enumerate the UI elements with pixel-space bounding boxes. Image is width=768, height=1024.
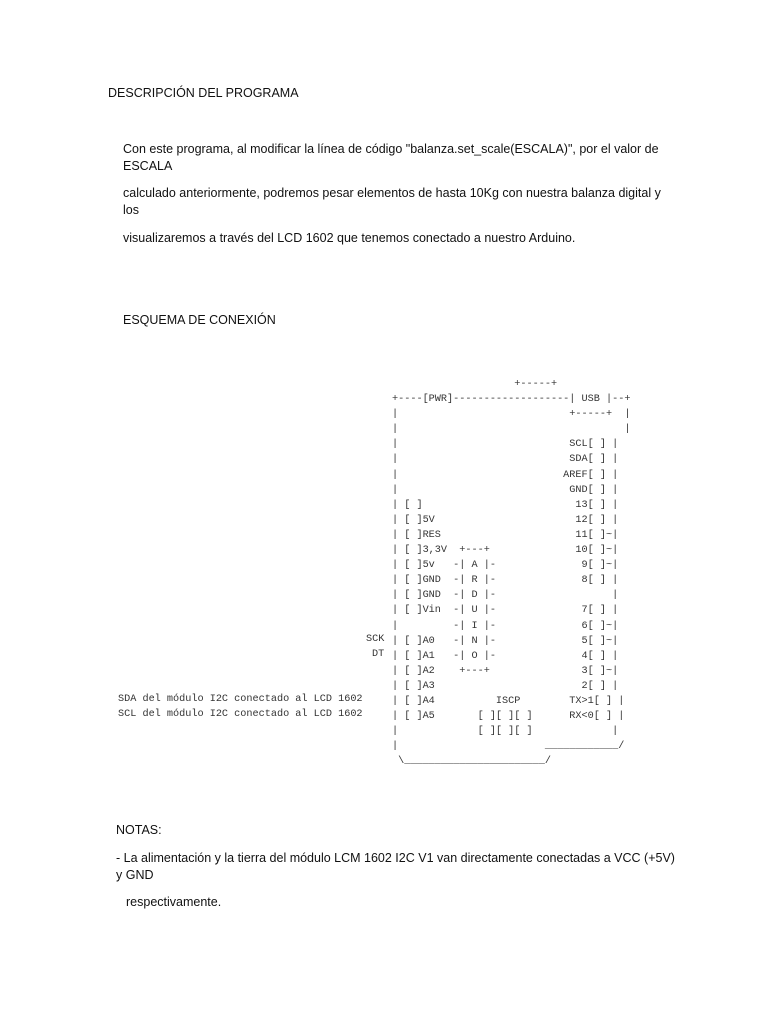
sck-label: SCK <box>366 634 385 645</box>
dt-label: DT <box>372 649 385 660</box>
section-title: ESQUEMA DE CONEXIÓN <box>123 313 276 327</box>
note-line-2: respectivamente. <box>126 895 222 909</box>
note-line-1: - La alimentación y la tierra del módulo LCM 1602 I2C V1 van directamente conectadas a VCC (+5V) y GND <box>116 851 675 882</box>
description-paragraph-2: calculado anteriormente, podremos pesar elementos de hasta 10Kg con nuestra balanza digital y los <box>123 186 661 217</box>
arduino-ascii-schematic: +-----+ +----[PWR]-------------------| USB |--+ | +-----+ | | | | SCL[ ] | | SDA[ ] | | AREF[ ] | | GND[ ] | | [ ] 13[ ] | | [ ]5V 12[ ] | | [ ]RES 11[ ]~| | [ ]3,3V +---+ 10[ ]~| | [ ]5v -| A |- 9[ ]~| | [ ]GND -| R |- 8[ ] | | [ ]GND -| D |- | | [ ]Vin -| U |- 7[ ] | | -| I |- 6[ ]~| | [ ]A0 -| N |- 5[ ]~| | [ ]A1 -| O |- 4[ ] | | [ ]A2 +---+ 3[ ]~| | [ ]A3 2[ ] | | [ ]A4 ISCP TX>1[ ] | | [ ]A5 [ ][ ][ ] RX<0[ ] | | [ ][ ][ ] | | ____________/ \_______________________/ <box>392 379 631 768</box>
scl-connection-label: SCL del módulo I2C conectado al LCD 1602 <box>118 709 363 720</box>
sda-connection-label: SDA del módulo I2C conectado al LCD 1602 <box>118 694 363 705</box>
description-paragraph-1: Con este programa, al modificar la línea de código "balanza.set_scale(ESCALA)", por el valor de ESCALA <box>123 142 659 173</box>
document-heading: DESCRIPCIÓN DEL PROGRAMA <box>108 86 299 100</box>
description-paragraph-3: visualizaremos a través del LCD 1602 que tenemos conectado a nuestro Arduino. <box>123 231 576 245</box>
notes-title: NOTAS: <box>116 823 162 837</box>
